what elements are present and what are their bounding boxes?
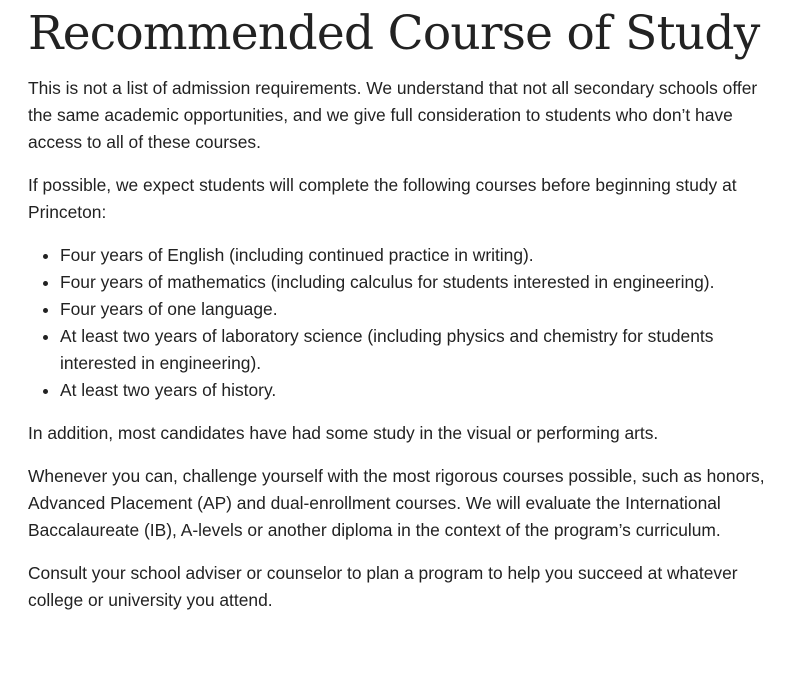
page-title: Recommended Course of Study (28, 6, 760, 61)
course-item-english: • Four years of English (including continued practice in writing). (60, 242, 778, 269)
course-item-language: • Four years of one language. (60, 296, 778, 323)
advice-paragraph: Consult your school adviser or counselor to plan a program to help you succeed at whatever college or university you attend. (28, 562, 738, 610)
expectation-paragraph: If possible, we expect students will complete the following courses before beginning study at Princeton: (28, 174, 737, 222)
course-item-history: • At least two years of history. (60, 377, 778, 404)
course-item-mathematics: • Four years of mathematics (including calculus for students interested in engineering). (60, 269, 778, 296)
course-list (28, 242, 778, 404)
rigor-paragraph: Whenever you can, challenge yourself with the most rigorous courses possible, such as honors, Advanced Placement (AP) and dual-enrollment courses. We will evaluate the International Baccalaureate (IB), A-levels or another diploma in the context of the program’s curriculum. (28, 465, 765, 540)
arts-paragraph: In addition, most candidates have had some study in the visual or performing arts. (28, 422, 659, 443)
course-item-laboratory-science: • At least two years of laboratory science (including physics and chemistry for students interested in engineering). (60, 323, 778, 377)
intro-paragraph: This is not a list of admission requirements. We understand that not all secondary schools offer the same academic opportunities, and we give full consideration to students who don’t have access to all of these courses. (28, 77, 758, 152)
article-content (28, 8, 778, 630)
